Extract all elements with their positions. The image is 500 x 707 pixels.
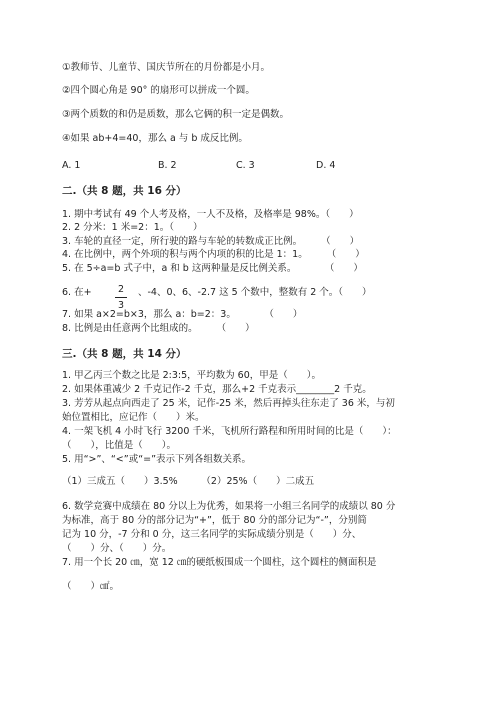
fraction-bar <box>115 297 127 298</box>
s3-line-2: 2. 如果体重减少 2 千克记作-2 千克，那么+2 千克表示________2 千克。 <box>62 384 372 395</box>
s3-line-4: 始位置相比，应记作（ ）米。 <box>62 412 205 423</box>
fraction-numerator: 2 <box>117 284 125 295</box>
s2-item-1: 1. 期中考试有 49 个人考及格，一人不及格，及格率是 98%。（ ） <box>62 209 359 220</box>
s3-line-13: 7. 用一个长 20 ㎝，宽 12 ㎝的硬纸板围成一个圆柱，这个圆柱的侧面积是 <box>62 557 377 568</box>
s1-statement-3: ③两个质数的和仍是质数，那么它俩的积一定是偶数。 <box>62 109 290 120</box>
s3-line-8: （1）三成五（ ）3.5% （2）25%（ ）二成五 <box>62 476 315 487</box>
section3-heading: 三.（共 8 题，共 14 分） <box>62 348 187 360</box>
section2-heading: 二.（共 8 题，共 16 分） <box>62 185 187 197</box>
fraction-denominator: 3 <box>117 300 125 311</box>
s2-item-7: 7. 如果 a×2=b×3，那么 a：b=2：3。 （ ） <box>62 309 303 320</box>
s3-line-1: 1. 甲乙丙三个数之比是 2:3:5，平均数为 60，甲是（ ）。 <box>62 370 321 381</box>
s3-line-5: 4. 一架飞机 4 小时飞行 3200 千米，飞机所行路程和所用时间的比是（ ）： <box>62 426 397 437</box>
s3-line-10: 为标准，高于 80 分的部分记为“+”，低于 80 分的部分记为“-”，分别简 <box>62 515 367 526</box>
s3-line-7: 5. 用“>”、“<”或“=”表示下列各组数关系。 <box>62 454 251 465</box>
s2-item-2: 2. 2 分米：1 米=2：1。（ ） <box>62 222 203 233</box>
s3-line-3: 3. 芳芳从起点向西走了 25 米，记作-25 米，然后再掉头往东走了 36 米，与初 <box>62 398 395 409</box>
option-a: A. 1 <box>62 160 81 171</box>
option-d: D. 4 <box>316 160 336 171</box>
s1-statement-4: ④如果 ab+4=40，那么 a 与 b 成反比例。 <box>62 133 248 144</box>
s2-item-8: 8. 比例是由任意两个比组成的。 （ ） <box>62 323 255 334</box>
s2-item-6-prefix: 6. 在+ <box>62 287 92 298</box>
s1-statement-1: ①教师节、儿童节、国庆节所在的月份都是小月。 <box>62 62 271 73</box>
s3-line-11: 记为 10 分，-7 分和 0 分，这三名同学的实际成绩分别是（ ）分、 <box>62 529 362 540</box>
option-c: C. 3 <box>236 160 255 171</box>
s3-line-6: （ ），比值是（ ）。 <box>62 440 177 451</box>
s3-line-14: （ ）㎠。 <box>62 581 120 592</box>
s2-item-3: 3. 车轮的直径一定，所行驶的路与车轮的转数成正比例。 （ ） <box>62 236 360 247</box>
s2-item-4: 4. 在比例中，两个外项的积与两个内项的积的比是 1：1。 （ ） <box>62 249 365 260</box>
s2-item-5: 5. 在 5÷a=b 式子中，a 和 b 这两种量是反比例关系。 （ ） <box>62 263 363 274</box>
s3-line-12: （ ）分、（ ）分。 <box>62 543 172 554</box>
option-b: B. 2 <box>158 160 177 171</box>
s3-line-9: 6. 数学竞赛中成绩在 80 分以上为优秀，如果将一小组三名同学的成绩以 80 分 <box>62 501 396 512</box>
s2-item-6-suffix: 、-4、0、6、-2.7 这 5 个数中，整数有 2 个。（ ） <box>138 287 372 298</box>
s1-statement-2: ②四个圆心角是 90° 的扇形可以拼成一个圆。 <box>62 85 255 96</box>
